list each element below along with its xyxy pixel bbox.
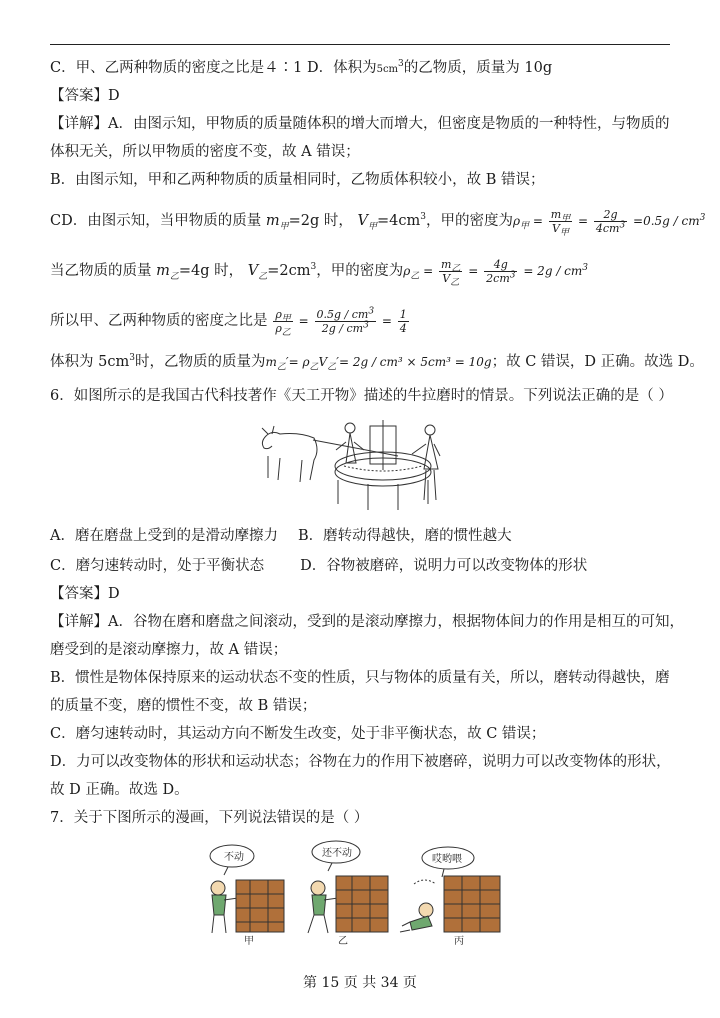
cd-m-sub: 甲: [279, 221, 289, 232]
q6-option-b: B．磨转动得越快，磨的惯性越大: [297, 528, 512, 544]
push-box-comic: [200, 838, 530, 948]
ratio-den: 2g / cm: [321, 322, 364, 335]
ratio-result-den: 4: [399, 322, 407, 335]
q5-option-d-pre: D．体积为: [306, 60, 377, 76]
final-m-sub: 乙: [276, 362, 286, 373]
yi-frac-num2: 4g: [484, 258, 517, 272]
cd-rho-sub: 甲: [520, 221, 530, 232]
yi-v-val: =2cm: [267, 263, 311, 279]
yi-post: ，甲的密度为: [316, 263, 404, 279]
cd-result: =0.5g / cm: [633, 214, 700, 228]
cd-m-val: =2g 时，: [288, 213, 353, 229]
yi-result: = 2g / cm: [523, 264, 583, 278]
yi-m-sub: 乙: [169, 271, 179, 282]
final-post: ；故 C 错误，D 正确。故选 D。: [491, 354, 704, 370]
page-footer: 第 15 页 共 34 页: [303, 975, 417, 991]
ratio-pre: 所以甲、乙两种物质的密度之比是: [50, 313, 268, 329]
ratio-frac-symbolic: [273, 308, 292, 339]
final-formula: $m_乙'= \rho_乙V_乙'= 2g / cm^3 \times 5cm^3 = 10g$: [265, 355, 492, 373]
ratio-frac-value: $\frac{0.5g / cm^3}{2g / cm^3}$: [316, 306, 375, 335]
final-mid: 时，乙物质的质量为: [134, 354, 266, 370]
q6-detail-a1: 【详解】A．谷物在磨和磨盘之间滚动，受到的是滚动摩擦力，根据物体间力的作用是相互的可知，: [50, 614, 684, 630]
cd-frac-den-sub: 甲: [559, 228, 569, 239]
ratio-rho-den-sub: 乙: [281, 328, 291, 339]
q5-ratio-line: [50, 306, 672, 339]
yi-m-val: =4g 时，: [178, 263, 244, 279]
bubble-2: 还不动: [322, 848, 352, 859]
cd-post: ，甲的密度为: [425, 213, 513, 229]
q6-options-ab: [50, 526, 672, 546]
ratio-rho-den: ρ: [275, 322, 282, 335]
yi-frac-symbolic: [439, 258, 462, 289]
yi-v: V: [247, 263, 259, 279]
q5-final-line: 体积为 $5cm^3$时，乙物质的质量为$m_乙'= \rho_乙V_乙'= 2g / cm^3 \times 5cm^3 = 10g$；故 C 错误，D 正确。故选 D。: [50, 353, 704, 373]
cd-frac-value: $\frac{2g}{4cm^3}$: [595, 208, 626, 235]
final-pre: 体积为 5cm: [50, 354, 130, 370]
cd-rho: ρ: [512, 214, 521, 228]
cd-m: m: [265, 213, 280, 229]
q5-option-d-vol: 5cm: [376, 64, 399, 75]
yi-rho-sub: 乙: [410, 271, 420, 282]
final-rho-sub: 乙: [309, 362, 319, 373]
final-v: V: [318, 355, 328, 369]
q5-detail-b: B．由图示知，甲和乙两种物质的质量相同时，乙物质体积较小，故 B 错误；: [50, 172, 545, 188]
q6-stem: 6．如图所示的是我国古代科技著作《天工开物》描述的牛拉磨时的情景。下列说法正确的是（ ）: [50, 388, 673, 404]
final-formula-text: = 2g / cm³ × 5cm³ = 10g: [338, 355, 492, 369]
q6-detail-d2: 故 D 正确。故选 D。: [50, 782, 189, 798]
q6-detail-c: C．磨匀速转动时，其运动方向不断发生改变，处于非平衡状态，故 C 错误；: [50, 726, 546, 742]
q5-yi-line: 当乙物质的质量 $m_乙=4g$ 时， $V_乙=2cm^3$，甲的密度为$\rho_乙$ = $\frac{m_乙}{V_乙}$ = $\frac{4g}{2cm^3}$ = $2g / cm^3$: [50, 258, 589, 289]
q6-detail-a2: 磨受到的是滚动摩擦力，故 A 错误；: [50, 642, 288, 658]
yi-frac-num-sub: 乙: [451, 264, 461, 275]
cd-frac-num2: 2g: [594, 208, 627, 222]
yi-rho: ρ: [403, 264, 411, 278]
header-rule: [50, 44, 670, 45]
yi-pre: 当乙物质的质量: [50, 263, 152, 279]
cd-v-sub: 甲: [367, 221, 377, 232]
yi-frac-value: $\frac{4g}{2cm^3}$: [486, 258, 516, 285]
cd-frac-num-sub: 甲: [561, 214, 571, 225]
cd-frac-symbolic: [549, 208, 572, 239]
q5-option-d-post: 的乙物质，质量为 10g: [403, 60, 553, 76]
yi-frac-den: V: [442, 272, 451, 285]
bubble-3: 哎哟喂: [432, 854, 462, 865]
q5-options-cd: C．甲、乙两种物质的密度之比是４∶1 D．体积为$5cm^3$的乙物质，质量为 10g: [50, 59, 553, 76]
cd-pre: CD．由图示知，当甲物质的质量: [50, 213, 262, 229]
q6-options-cd: [50, 556, 672, 576]
cd-frac-den: V: [551, 222, 560, 235]
q6-answer: 【答案】D: [50, 586, 120, 602]
q5-detail-a2: 体积无关，所以甲物质的密度不变，故 A 错误；: [50, 144, 360, 160]
q6-option-d: D．谷物被磨碎，说明力可以改变物体的形状: [300, 558, 588, 574]
final-rho: ρ: [302, 355, 310, 369]
q6-option-a: A．磨在磨盘上受到的是滑动摩擦力: [50, 528, 278, 544]
q7-stem: 7．关于下图所示的漫画，下列说法错误的是（ ）: [50, 810, 369, 826]
yi-v-sub: 乙: [258, 271, 268, 282]
q5-detail-a1: 【详解】A．由图示知，甲物质的质量随体积的增大而增大，但密度是物质的一种特性，与物质的: [50, 116, 670, 132]
q5-answer: 【答案】D: [50, 88, 120, 104]
ox-mill-illustration: [258, 414, 458, 514]
bubble-1: 不动: [224, 852, 244, 863]
q6-detail-d1: D．力可以改变物体的形状和运动状态；谷物在力的作用下被磨碎，说明力可以改变物体的形状，: [50, 754, 671, 770]
q5-cd-line: CD．由图示知，当甲物质的质量 $m_甲=2g$ 时， $V_甲=4cm^3$，甲的密度为$\rho_甲$ = $\frac{m_甲}{V_甲}$ = $\frac{2g}{4cm^3}$ $=0.5g / cm^3$: [50, 208, 706, 239]
yi-m: m: [156, 263, 170, 279]
q6-detail-b1: B．惯性是物体保持原来的运动状态不变的性质，只与物体的质量有关，所以，磨转动得越快，磨: [50, 670, 670, 686]
caption-yi: 乙: [338, 936, 348, 947]
yi-formula: $\rho_乙$ = $\frac{m_乙}{V_乙}$ = $\frac{4g}{2cm^3}$ = $2g / cm^3$: [403, 258, 589, 289]
cd-frac-num: m: [550, 208, 562, 221]
caption-bing: 丙: [454, 936, 464, 947]
cd-v-val: =4cm: [377, 213, 421, 229]
ratio-result-num: 1: [399, 308, 407, 321]
q5-option-c: C．甲、乙两种物质的密度之比是４∶1: [50, 60, 303, 76]
ratio-frac-result: [398, 308, 409, 335]
cd-v: V: [357, 213, 368, 229]
ratio-num: 0.5g / cm: [316, 308, 369, 321]
final-v-sub: 乙: [327, 362, 337, 373]
ratio-rho-num: ρ: [275, 308, 282, 321]
cd-frac-den2: 4cm: [595, 222, 620, 235]
caption-jia: 甲: [244, 936, 254, 947]
yi-frac-den2: 2cm: [486, 272, 510, 285]
yi-frac-den-sub: 乙: [450, 278, 460, 289]
ratio-rho-num-sub: 甲: [281, 314, 291, 325]
q6-detail-b2: 的质量不变，磨的惯性不变，故 B 错误；: [50, 698, 317, 714]
yi-frac-num: m: [441, 258, 452, 271]
cd-formula: $\rho_甲$ = $\frac{m_甲}{V_甲}$ = $\frac{2g}{4cm^3}$ $=0.5g / cm^3$: [512, 208, 706, 239]
ratio-formula: $\frac{\rho_甲}{\rho_乙}$ = $\frac{0.5g / cm^3}{2g / cm^3}$ = $\frac{1}{4}$: [275, 306, 407, 339]
final-m: m: [265, 355, 277, 369]
q6-option-c: C．磨匀速转动时，处于平衡状态: [50, 558, 265, 574]
